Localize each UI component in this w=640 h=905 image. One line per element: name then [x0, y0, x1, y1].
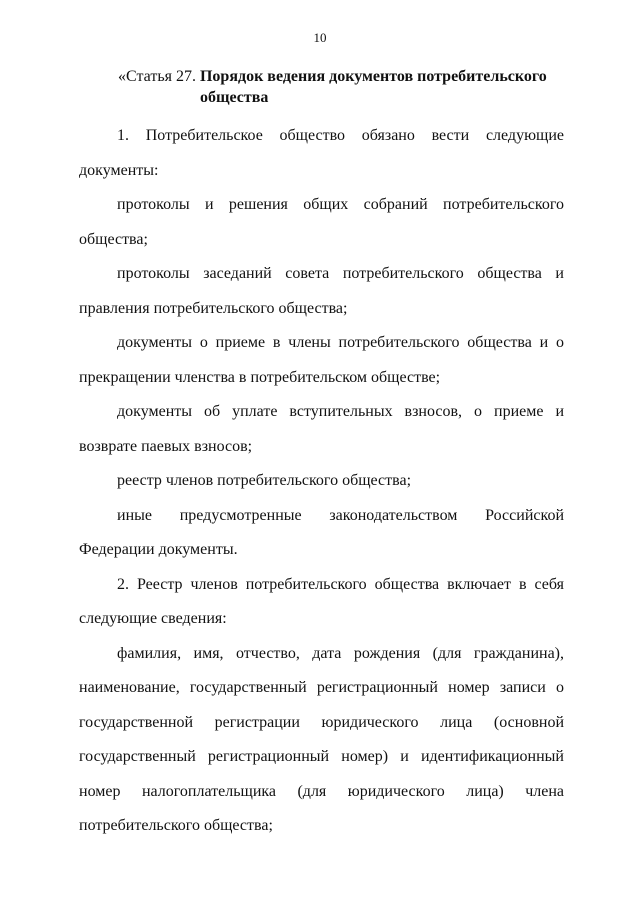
article-heading-line1: [118, 66, 578, 87]
page-number: 10: [313, 30, 327, 45]
paragraph-9: фамилия, имя, отчество, дата рождения (для гражданина), наименование, государственный регистрационный номер записи о государственной регистрации юридического лица (основной государственный регистрационный номер) и идентификационный номер налогоплательщика (для юридического лица) члена потребительского общества;: [79, 644, 564, 834]
article-heading: [118, 66, 578, 108]
article-prefix: «Статья 27.: [118, 68, 196, 85]
article-body: [79, 119, 564, 844]
paragraph-8: 2. Реестр членов потребительского общества включает в себя следующие сведения:: [79, 575, 564, 627]
paragraph-4: документы о приеме в члены потребительского общества и о прекращении членства в потребительском обществе;: [79, 334, 564, 386]
paragraph-3: протоколы заседаний совета потребительского общества и правления потребительского общества;: [79, 265, 564, 317]
paragraph-7: иные предусмотренные законодательством Российской Федерации документы.: [79, 506, 564, 558]
paragraph-6: реестр членов потребительского общества;: [117, 472, 412, 489]
article-title-continued: общества: [200, 89, 269, 106]
paragraph-1: 1. Потребительское общество обязано вести следующие документы:: [79, 127, 564, 179]
paragraph-2: протоколы и решения общих собраний потребительского общества;: [79, 196, 564, 248]
article-title: Порядок ведения документов потребительского: [199, 68, 547, 85]
paragraph-5: документы об уплате вступительных взносов, о приеме и возврате паевых взносов;: [79, 403, 564, 455]
